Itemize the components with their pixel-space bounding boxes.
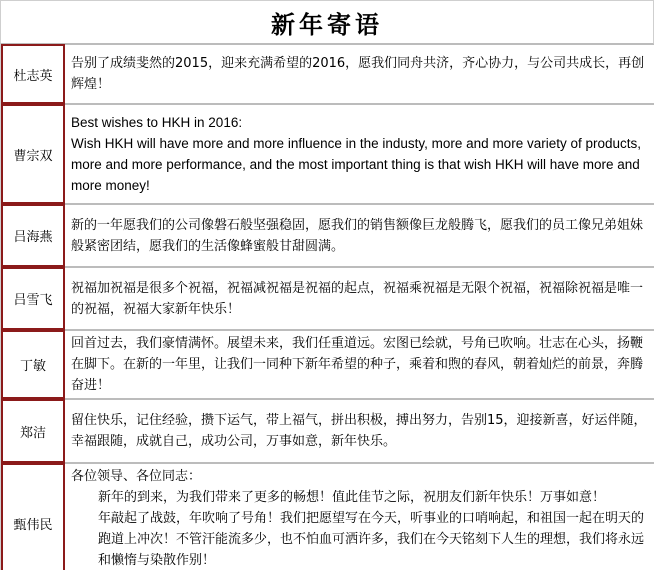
table-row [1, 463, 654, 570]
table-row [1, 330, 654, 399]
author-name: 丁敏 [1, 330, 65, 399]
author-name: 吕雪飞 [1, 267, 65, 330]
greeting-message [65, 330, 654, 399]
greeting-message [65, 399, 654, 463]
greeting-message [65, 463, 654, 570]
page-title: 新年寄语 [271, 9, 383, 39]
greetings-table [0, 44, 654, 570]
table-row [1, 399, 654, 463]
greeting-message [65, 44, 654, 104]
greeting-message [65, 204, 654, 267]
table-row [1, 104, 654, 204]
message-line: Wish HKH will have more and more influence in the industy, more and more variety of products, more and more performance, and the most important thing is that wish HKH will have more and more money! [71, 136, 641, 193]
message-line: 各位领导、各位同志： [71, 469, 202, 484]
table-row [1, 44, 654, 104]
message-line: 告别了成绩斐然的2015，迎来充满希望的2016，愿我们同舟共济，齐心协力，与公司共成长，再创辉煌！ [71, 56, 645, 92]
author-name: 杜志英 [1, 44, 65, 104]
message-line: 年敲起了战鼓，年吹响了号角！我们把愿望写在今天，听事业的口哨响起，和祖国一起在明天的跑道上冲次！不管汗能流多少，也不怕血可洒许多，我们在今天铭刻下人生的理想，我们将永远和懒惰与染散作别！ [98, 511, 645, 568]
message-line: Best wishes to HKH in 2016: [71, 115, 243, 130]
message-line: 新年的到来，为我们带来了更多的畅想！值此佳节之际，祝朋友们新年快乐！万事如意！ [98, 490, 606, 505]
greeting-message [65, 104, 654, 204]
message-line: 新的一年愿我们的公司像磐石般坚强稳固，愿我们的销售额像巨龙般腾飞，愿我们的员工像兄弟姐妹般紧密团结，愿我们的生活像蜂蜜般甘甜圆满。 [71, 217, 644, 254]
message-line: 祝福加祝福是很多个祝福，祝福减祝福是祝福的起点，祝福乘祝福是无限个祝福，祝福除祝福是唯一的祝福，祝福大家新年快乐！ [71, 280, 644, 317]
author-name: 吕海燕 [1, 204, 65, 267]
greeting-message [65, 267, 654, 330]
message-line: 回首过去，我们豪情满怀。展望未来，我们任重道远。宏图已绘就，号角已吹响。壮志在心头，扬鞭在脚下。在新的一年里，让我们一同种下新年希望的种子，乘着和煦的春风，朝着灿烂的前景，奔腾奋进！ [71, 336, 644, 393]
title-bar [0, 0, 654, 44]
message-line: 留住快乐，记住经验，攒下运气，带上福气，拼出积极，搏出努力，告别15，迎接新喜，好运伴随，幸福跟随，成就自己，成功公司，万事如意，新年快乐。 [71, 413, 647, 449]
author-name: 曹宗双 [1, 104, 65, 204]
author-name: 甄伟民 [1, 463, 65, 570]
table-row [1, 204, 654, 267]
author-name: 郑洁 [1, 399, 65, 463]
table-row [1, 267, 654, 330]
